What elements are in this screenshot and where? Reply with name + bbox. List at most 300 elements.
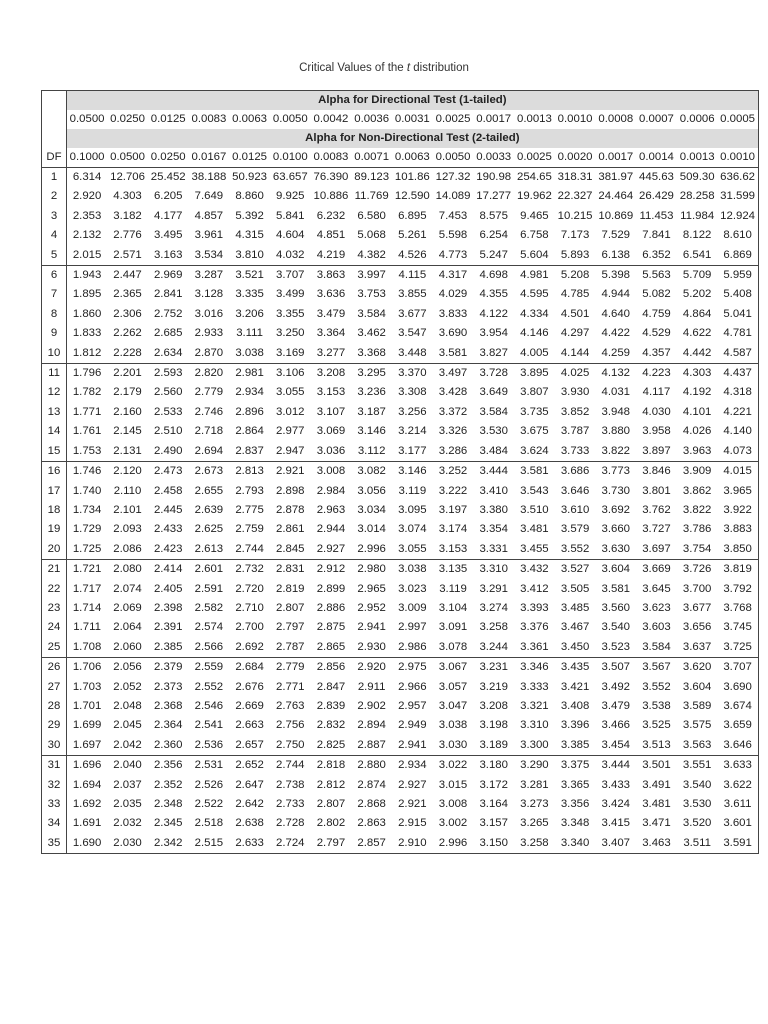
critical-value-cell: 2.837	[235, 444, 264, 457]
one-tailed-alpha-cell: 0.0031	[392, 110, 433, 129]
critical-value-cell: 2.633	[235, 836, 264, 849]
critical-value-cell: 2.101	[113, 503, 142, 516]
table-row	[42, 442, 759, 462]
critical-value-cell: 1.717	[72, 582, 102, 595]
critical-value-cell: 3.646	[723, 738, 752, 751]
critical-value-cell: 4.115	[392, 266, 433, 286]
df-cell: 27	[42, 678, 67, 697]
critical-value-cell: 6.314	[67, 168, 108, 188]
critical-value-cell: 3.534	[194, 248, 224, 261]
critical-value-cell: 2.710	[235, 601, 264, 614]
critical-value-cell: 4.501	[560, 307, 590, 320]
one-tailed-alpha-cell: 0.0500	[67, 110, 108, 129]
critical-value-cell: 3.690	[723, 680, 752, 693]
table-row	[42, 776, 759, 795]
critical-value-cell: 2.638	[235, 817, 264, 830]
critical-value-cell: 3.177	[398, 444, 427, 457]
critical-value-cell: 3.107	[316, 405, 346, 418]
two-tailed-alpha-cell: 0.0033	[473, 148, 514, 168]
critical-value-cell: 3.909	[677, 462, 718, 482]
critical-value-cell: 3.277	[316, 346, 346, 359]
table-row	[42, 344, 759, 364]
critical-value-cell: 3.846	[636, 462, 677, 482]
critical-value-cell: 1.701	[72, 699, 102, 712]
critical-value-cell: 2.566	[194, 640, 224, 653]
df-header-spacer	[42, 110, 67, 129]
critical-value-cell: 3.290	[514, 756, 555, 776]
critical-value-cell: 4.029	[438, 288, 468, 301]
critical-value-cell: 3.424	[601, 798, 631, 810]
critical-value-cell: 509.30	[677, 168, 718, 188]
critical-value-cell: 4.122	[479, 307, 508, 320]
df-cell: 19	[42, 520, 67, 539]
critical-value-cell: 4.587	[723, 346, 752, 359]
critical-value-cell: 5.068	[357, 229, 386, 242]
df-cell: 14	[42, 422, 67, 441]
critical-value-cell: 2.048	[113, 699, 142, 712]
critical-value-cell: 3.326	[438, 425, 468, 438]
critical-value-cell: 3.540	[601, 621, 631, 634]
critical-value-cell: 9.465	[520, 209, 549, 222]
critical-value-cell: 2.756	[276, 719, 305, 732]
critical-value-cell: 2.356	[148, 756, 189, 776]
critical-value-cell: 76.390	[311, 168, 352, 188]
one-tailed-alpha-cell: 0.0013	[514, 110, 555, 129]
critical-value-cell: 2.996	[438, 836, 468, 849]
critical-value-cell: 2.832	[316, 719, 346, 732]
critical-value-cell: 3.214	[398, 425, 427, 438]
critical-value-cell: 4.981	[514, 266, 555, 286]
df-cell: 20	[42, 540, 67, 560]
critical-value-cell: 2.941	[357, 621, 386, 634]
critical-value-cell: 2.966	[398, 680, 427, 693]
critical-value-cell: 3.610	[560, 503, 590, 516]
df-cell: 9	[42, 324, 67, 343]
critical-value-cell: 3.726	[677, 560, 718, 580]
critical-value-cell: 2.110	[113, 484, 142, 497]
critical-value-cell: 2.921	[398, 798, 427, 810]
critical-value-cell: 3.410	[479, 484, 508, 497]
critical-value-cell: 2.750	[276, 738, 305, 751]
critical-value-cell: 2.894	[357, 719, 386, 732]
critical-value-cell: 2.546	[194, 699, 224, 712]
critical-value-cell: 8.610	[723, 229, 752, 242]
critical-value-cell: 17.277	[476, 190, 512, 203]
critical-value-cell: 1.833	[72, 327, 102, 340]
critical-value-cell: 6.232	[316, 209, 346, 222]
critical-value-cell: 2.642	[235, 798, 264, 810]
critical-value-cell: 3.119	[439, 582, 467, 595]
critical-value-cell: 2.728	[276, 817, 305, 830]
df-cell: 16	[42, 462, 67, 482]
critical-value-cell: 2.752	[153, 307, 183, 320]
critical-value-cell: 3.038	[235, 346, 264, 359]
critical-value-cell: 3.520	[682, 817, 712, 830]
critical-value-cell: 2.368	[153, 699, 183, 712]
critical-value-cell: 2.364	[153, 719, 183, 732]
critical-value-cell: 3.055	[398, 542, 427, 555]
critical-value-cell: 3.601	[723, 817, 752, 830]
critical-value-cell: 6.138	[601, 248, 631, 261]
critical-value-cell: 318.31	[555, 168, 596, 188]
df-cell: 13	[42, 403, 67, 422]
critical-value-cell: 3.552	[560, 542, 590, 555]
critical-value-cell: 4.595	[520, 288, 549, 301]
critical-value-cell: 2.746	[194, 405, 224, 418]
critical-value-cell: 2.593	[148, 364, 189, 384]
critical-value-cell: 1.690	[72, 836, 102, 849]
critical-value-cell: 2.035	[113, 798, 142, 810]
table-row	[42, 658, 759, 678]
critical-value-cell: 2.997	[398, 621, 427, 634]
df-cell: 31	[42, 756, 67, 776]
critical-value-cell: 8.860	[235, 190, 264, 203]
critical-value-cell: 2.825	[316, 738, 346, 751]
critical-value-cell: 2.676	[235, 680, 264, 693]
critical-value-cell: 2.732	[229, 560, 270, 580]
critical-value-cell: 3.677	[398, 307, 427, 320]
df-header-spacer	[42, 129, 67, 148]
critical-value-cell: 2.060	[113, 640, 142, 653]
critical-value-cell: 3.581	[438, 346, 468, 359]
critical-value-cell: 3.106	[270, 364, 311, 384]
critical-value-cell: 3.030	[438, 738, 468, 751]
critical-value-cell: 3.649	[479, 386, 508, 399]
critical-value-cell: 3.002	[438, 817, 468, 830]
critical-value-cell: 2.342	[153, 836, 183, 849]
critical-value-cell: 2.910	[398, 836, 427, 849]
critical-value-cell: 2.870	[194, 346, 224, 359]
critical-value-cell: 3.219	[479, 680, 508, 693]
critical-value-cell: 3.258	[520, 836, 549, 849]
table-row	[42, 678, 759, 697]
critical-value-cell: 2.365	[113, 288, 142, 301]
critical-value-cell: 2.980	[351, 560, 392, 580]
critical-value-cell: 3.492	[601, 680, 631, 693]
critical-value-cell: 3.368	[357, 346, 386, 359]
critical-value-cell: 4.303	[677, 364, 718, 384]
critical-value-cell: 3.611	[723, 798, 752, 810]
critical-value-cell: 1.771	[72, 405, 102, 418]
critical-value-cell: 3.538	[642, 699, 671, 712]
critical-value-cell: 4.437	[718, 364, 759, 384]
critical-value-cell: 4.032	[276, 248, 305, 261]
table-row	[42, 462, 759, 482]
critical-value-cell: 5.959	[718, 266, 759, 286]
table-row	[42, 540, 759, 560]
title-suffix: distribution	[410, 62, 469, 74]
critical-value-cell: 2.559	[189, 658, 230, 678]
critical-value-cell: 3.471	[642, 817, 671, 830]
critical-value-cell: 3.484	[479, 444, 508, 457]
critical-value-cell: 2.655	[194, 484, 224, 497]
critical-value-cell: 3.754	[682, 542, 712, 555]
critical-value-cell: 3.444	[473, 462, 514, 482]
critical-value-cell: 3.372	[438, 405, 468, 418]
critical-value-cell: 2.776	[113, 229, 142, 242]
critical-value-cell: 3.623	[642, 601, 671, 614]
critical-value-cell: 2.533	[153, 405, 183, 418]
critical-value-cell: 2.977	[276, 425, 305, 438]
critical-value-cell: 3.807	[520, 386, 549, 399]
critical-value-cell: 3.252	[433, 462, 474, 482]
critical-value-cell: 1.746	[67, 462, 108, 482]
critical-value-cell: 1.753	[72, 444, 102, 457]
critical-value-cell: 636.62	[718, 168, 759, 188]
critical-value-cell: 3.880	[601, 425, 631, 438]
critical-value-cell: 3.286	[438, 444, 468, 457]
table-row	[42, 383, 759, 402]
critical-value-cell: 2.963	[316, 503, 346, 516]
two-tailed-alpha-cell: 0.0500	[107, 148, 148, 168]
critical-value-cell: 3.308	[398, 386, 427, 399]
critical-value-cell: 3.206	[235, 307, 264, 320]
critical-value-cell: 3.552	[642, 680, 671, 693]
critical-value-cell: 3.622	[723, 778, 752, 791]
table-row	[42, 187, 759, 206]
critical-value-cell: 8.122	[682, 229, 712, 242]
critical-value-cell: 3.364	[316, 327, 346, 340]
critical-value-cell: 3.146	[392, 462, 433, 482]
critical-value-cell: 2.880	[351, 756, 392, 776]
critical-value-cell: 3.551	[677, 756, 718, 776]
one-tailed-alpha-cell: 0.0125	[148, 110, 189, 129]
critical-value-cell: 2.864	[235, 425, 264, 438]
df-header-spacer	[42, 91, 67, 111]
critical-value-cell: 2.398	[153, 601, 183, 614]
critical-value-cell: 3.169	[276, 346, 305, 359]
critical-value-cell: 2.692	[235, 640, 264, 653]
critical-value-cell: 4.259	[601, 346, 631, 359]
critical-value-cell: 1.860	[72, 307, 102, 320]
two-tailed-alpha-cell: 0.0050	[433, 148, 474, 168]
two-tailed-alpha-cell: 0.0063	[392, 148, 433, 168]
critical-value-cell: 3.633	[718, 756, 759, 776]
critical-value-cell: 3.773	[595, 462, 636, 482]
critical-value-cell: 10.869	[598, 209, 634, 222]
critical-value-cell: 2.797	[316, 836, 346, 849]
df-cell: 28	[42, 697, 67, 716]
critical-value-cell: 3.407	[601, 836, 631, 849]
critical-value-cell: 2.887	[357, 738, 386, 751]
critical-value-cell: 4.422	[601, 327, 631, 340]
critical-value-cell: 3.674	[723, 699, 752, 712]
critical-value-cell: 3.036	[316, 444, 346, 457]
table-body	[42, 168, 759, 854]
table-row	[42, 285, 759, 304]
df-cell: 1	[42, 168, 67, 188]
one-tailed-alpha-cell: 0.0063	[229, 110, 270, 129]
critical-value-cell: 3.448	[398, 346, 427, 359]
critical-value-cell: 2.934	[235, 386, 264, 399]
critical-value-cell: 3.428	[438, 386, 468, 399]
critical-value-cell: 3.340	[560, 836, 590, 849]
critical-value-cell: 2.045	[113, 719, 142, 732]
critical-value-cell: 2.069	[113, 601, 142, 614]
df-cell: 6	[42, 266, 67, 286]
critical-value-cell: 3.157	[479, 817, 508, 830]
critical-value-cell: 3.014	[357, 523, 386, 536]
table-row	[42, 324, 759, 343]
critical-value-cell: 11.769	[354, 190, 389, 203]
critical-value-cell: 2.447	[107, 266, 148, 286]
one-tailed-alpha-cell: 0.0007	[636, 110, 677, 129]
critical-value-cell: 28.258	[679, 190, 715, 203]
one-tailed-alpha-cell: 0.0008	[595, 110, 636, 129]
critical-value-cell: 2.724	[276, 836, 305, 849]
df-cell: 15	[42, 442, 67, 462]
critical-value-cell: 3.707	[270, 266, 311, 286]
df-cell: 21	[42, 560, 67, 580]
critical-value-cell: 3.197	[438, 503, 468, 516]
critical-value-cell: 127.32	[433, 168, 474, 188]
critical-value-cell: 4.031	[601, 386, 631, 399]
critical-value-cell: 2.015	[72, 248, 102, 261]
critical-value-cell: 2.927	[398, 778, 427, 791]
critical-value-cell: 2.552	[194, 680, 224, 693]
page-title	[0, 62, 768, 74]
critical-value-cell: 2.744	[235, 542, 264, 555]
critical-value-cell: 2.306	[113, 307, 142, 320]
critical-value-cell: 3.356	[560, 798, 590, 810]
critical-value-cell: 4.442	[682, 346, 712, 359]
critical-value-cell: 3.660	[601, 523, 631, 536]
critical-value-cell: 3.034	[357, 503, 386, 516]
critical-value-cell: 3.499	[276, 288, 305, 301]
critical-value-cell: 3.038	[392, 560, 433, 580]
critical-value-cell: 3.348	[560, 817, 590, 830]
df-cell: 2	[42, 187, 67, 206]
table-row	[42, 422, 759, 441]
critical-value-cell: 3.016	[194, 307, 224, 320]
critical-value-cell: 2.957	[398, 699, 427, 712]
one-tailed-alpha-cell: 0.0006	[677, 110, 718, 129]
two-tailed-alpha-cell: 0.0010	[718, 148, 759, 168]
critical-value-cell: 3.965	[723, 484, 752, 497]
critical-value-cell: 3.236	[357, 386, 386, 399]
critical-value-cell: 3.525	[642, 719, 671, 732]
critical-value-cell: 19.962	[516, 190, 552, 203]
critical-value-cell: 3.408	[560, 699, 590, 712]
critical-value-cell: 3.961	[194, 229, 224, 242]
critical-value-cell: 2.458	[153, 484, 183, 497]
one-tailed-alpha-row	[42, 110, 759, 129]
critical-value-cell: 4.773	[438, 248, 468, 261]
two-tailed-alpha-cell: 0.0020	[555, 148, 596, 168]
t-distribution-table	[41, 90, 759, 854]
critical-value-cell: 2.865	[316, 640, 346, 653]
critical-value-cell: 3.056	[357, 484, 386, 497]
critical-value-cell: 2.779	[194, 386, 224, 399]
critical-value-cell: 4.192	[682, 386, 712, 399]
critical-value-cell: 3.355	[276, 307, 305, 320]
critical-value-cell: 2.807	[316, 798, 346, 810]
two-tailed-alpha-row	[42, 148, 759, 168]
critical-value-cell: 3.012	[276, 405, 305, 418]
critical-value-cell: 2.896	[235, 405, 264, 418]
critical-value-cell: 2.625	[194, 523, 224, 536]
df-cell: 5	[42, 246, 67, 266]
critical-value-cell: 3.291	[479, 582, 508, 595]
critical-value-cell: 4.132	[595, 364, 636, 384]
critical-value-cell: 3.659	[723, 719, 752, 732]
table-row	[42, 403, 759, 422]
critical-value-cell: 2.574	[194, 621, 224, 634]
critical-value-cell: 2.348	[153, 798, 183, 810]
critical-value-cell: 2.861	[276, 523, 305, 536]
critical-value-cell: 5.261	[398, 229, 427, 242]
table-row	[42, 560, 759, 580]
critical-value-cell: 3.637	[682, 640, 712, 653]
critical-value-cell: 1.714	[72, 601, 102, 614]
critical-value-cell: 2.582	[194, 601, 224, 614]
critical-value-cell: 4.526	[398, 248, 427, 261]
critical-value-cell: 3.733	[560, 444, 590, 457]
one-tailed-alpha-cell: 0.0025	[433, 110, 474, 129]
critical-value-cell: 2.040	[107, 756, 148, 776]
critical-value-cell: 3.581	[601, 582, 631, 595]
critical-value-cell: 2.863	[357, 817, 386, 830]
critical-value-cell: 3.479	[601, 699, 631, 712]
critical-value-cell: 3.038	[438, 719, 468, 732]
critical-value-cell: 2.941	[398, 738, 427, 751]
critical-value-cell: 3.690	[438, 327, 468, 340]
critical-value-cell: 2.921	[270, 462, 311, 482]
critical-value-cell: 3.244	[479, 640, 508, 653]
critical-value-cell: 4.015	[718, 462, 759, 482]
critical-value-cell: 2.490	[153, 444, 183, 457]
df-cell: 35	[42, 834, 67, 854]
table-row	[42, 834, 759, 854]
critical-value-cell: 3.333	[520, 680, 549, 693]
one-tailed-alpha-cell: 0.0010	[555, 110, 596, 129]
one-tailed-alpha-cell: 0.0017	[473, 110, 514, 129]
critical-value-cell: 2.949	[398, 719, 427, 732]
critical-value-cell: 3.421	[560, 680, 590, 693]
critical-value-cell: 2.920	[72, 190, 102, 203]
critical-value-cell: 4.221	[723, 405, 752, 418]
critical-value-cell: 4.698	[473, 266, 514, 286]
critical-value-cell: 11.984	[680, 209, 715, 222]
critical-value-cell: 4.140	[723, 425, 752, 438]
critical-value-cell: 3.656	[682, 621, 712, 634]
critical-value-cell: 2.120	[107, 462, 148, 482]
critical-value-cell: 2.952	[357, 601, 386, 614]
critical-value-cell: 5.392	[235, 209, 264, 222]
critical-value-cell: 3.412	[520, 582, 549, 595]
two-tailed-header-row	[42, 129, 759, 148]
critical-value-cell: 3.385	[560, 738, 590, 751]
critical-value-cell: 3.455	[520, 542, 549, 555]
critical-value-cell: 4.101	[682, 405, 712, 418]
critical-value-cell: 4.144	[560, 346, 590, 359]
critical-value-cell: 3.174	[438, 523, 468, 536]
table-row	[42, 618, 759, 637]
critical-value-cell: 2.093	[113, 523, 142, 536]
critical-value-cell: 12.706	[107, 168, 148, 188]
critical-value-cell: 2.744	[270, 756, 311, 776]
critical-value-cell: 1.697	[72, 738, 102, 751]
critical-value-cell: 3.686	[555, 462, 596, 482]
critical-value-cell: 3.481	[642, 798, 671, 810]
critical-value-cell: 2.639	[194, 503, 224, 516]
critical-value-cell: 3.801	[642, 484, 671, 497]
critical-value-cell: 1.721	[67, 560, 108, 580]
critical-value-cell: 3.287	[189, 266, 230, 286]
df-cell: 24	[42, 618, 67, 637]
df-cell: 29	[42, 716, 67, 735]
critical-value-cell: 3.467	[560, 621, 590, 634]
